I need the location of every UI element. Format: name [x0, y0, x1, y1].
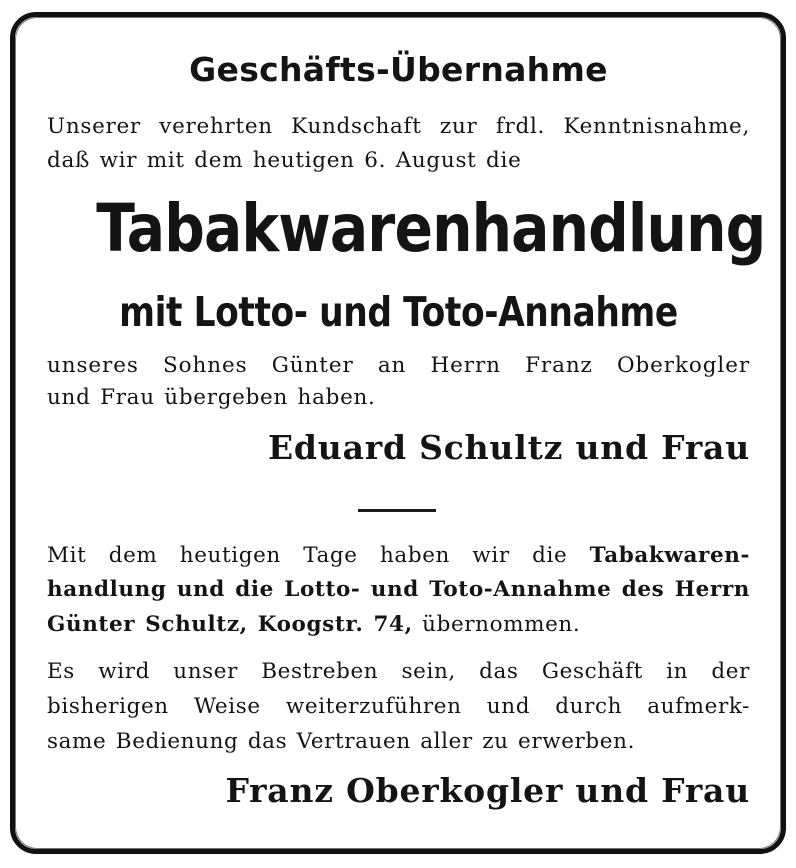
- intro-line-2: daß wir mit dem heutigen 6. August die: [47, 148, 522, 173]
- intro-line-1: Unserer verehrten Kundschaft zur frdl. Kenntnisnahme,: [47, 114, 750, 139]
- takeover-line-3-bold: Günter Schultz, Koogstr. 74,: [47, 612, 413, 637]
- notice-heading: Geschäfts-Übernahme: [189, 50, 608, 89]
- signature-franz-oberkogler: Franz Oberkogler und Frau: [225, 771, 750, 810]
- takeover-line-1: [47, 543, 750, 568]
- endeavor-line-3: same Bedienung das Vertrauen aller zu erwerben.: [47, 729, 635, 754]
- section-divider: [358, 509, 436, 512]
- endeavor-line-2: bisherigen Weise weiterzuführen und durch aufmerk-: [47, 694, 750, 719]
- takeover-line-1-text: Mit dem heutigen Tage haben wir die: [47, 543, 590, 568]
- signature-eduard-schultz: Eduard Schultz und Frau: [267, 428, 750, 467]
- business-title: Tabakwarenhandlung: [96, 190, 766, 267]
- transfer-line-2: und Frau übergeben haben.: [47, 385, 376, 410]
- business-subtitle: mit Lotto- und Toto-Annahme: [119, 288, 678, 336]
- endeavor-line-1: Es wird unser Bestreben sein, das Geschäft in der: [47, 659, 750, 684]
- transfer-line-1: unseres Sohnes Günter an Herrn Franz Oberkogler: [47, 353, 750, 378]
- takeover-line-2: handlung und die Lotto- und Toto-Annahme des Herrn: [47, 577, 750, 602]
- takeover-line-3-text: übernommen.: [412, 612, 581, 637]
- takeover-line-1-bold: Tabakwaren-: [589, 543, 750, 568]
- takeover-line-3: [47, 612, 750, 637]
